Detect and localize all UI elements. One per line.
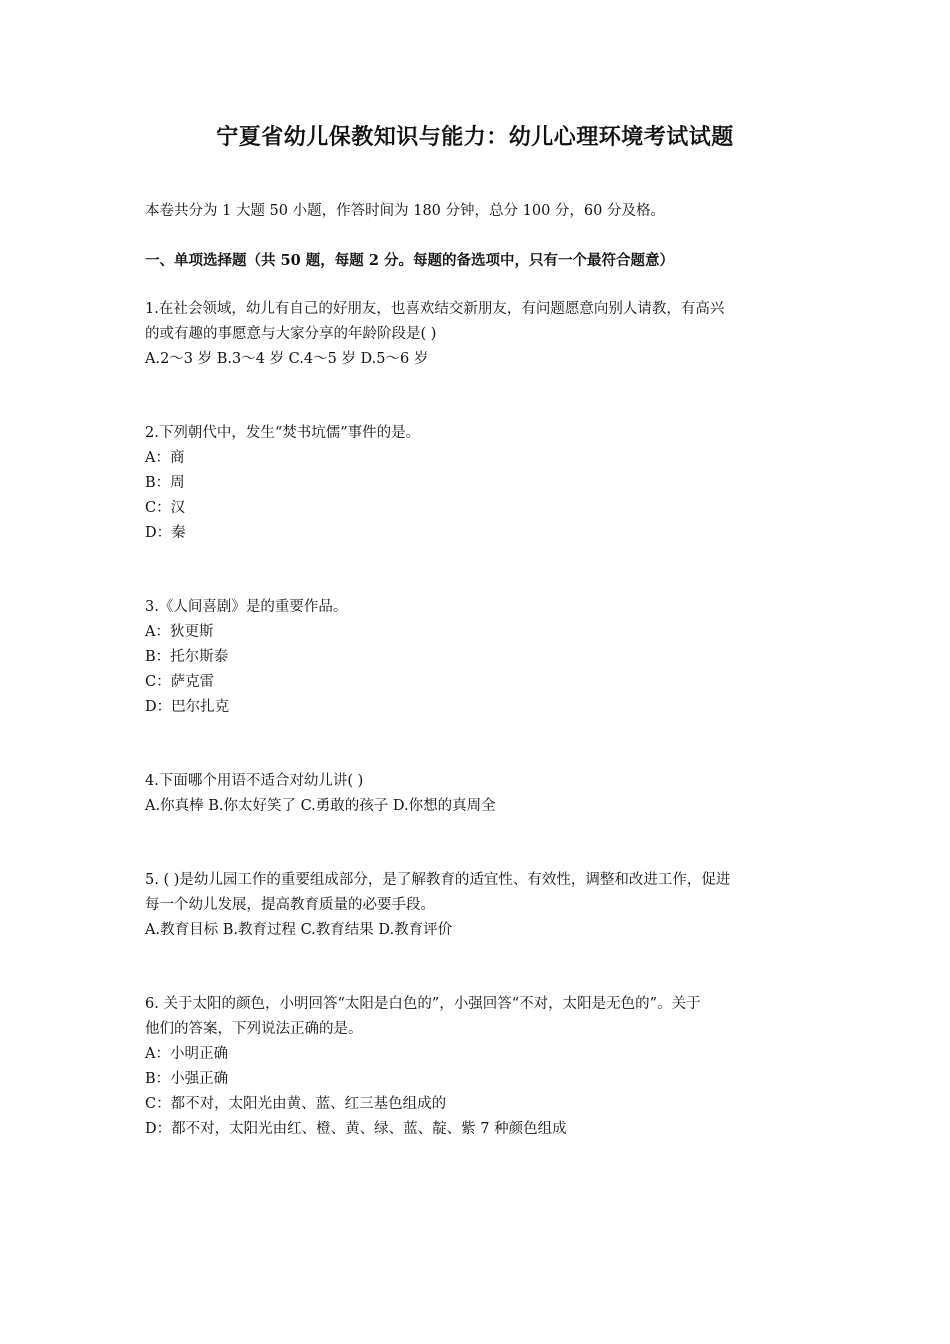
question-2 bbox=[145, 421, 825, 546]
document-body bbox=[145, 199, 825, 1191]
answer-options: A.教育目标 B.教育过程 C.教育结果 D.教育评价 bbox=[145, 922, 453, 938]
answer-option-d: D：巴尔扎克 bbox=[145, 699, 230, 715]
question-1 bbox=[145, 297, 825, 372]
question-5 bbox=[145, 868, 825, 943]
question-line: 4.下面哪个用语不适合对幼儿讲( ) bbox=[145, 773, 364, 789]
question-line: 每一个幼儿发展，提高教育质量的必要手段。 bbox=[145, 897, 435, 913]
question-line: 的或有趣的事愿意与大家分享的年龄阶段是( ) bbox=[145, 326, 437, 342]
answer-option-b: B：托尔斯泰 bbox=[145, 649, 229, 665]
answer-options: A.2～3 岁 B.3～4 岁 C.4～5 岁 D.5～6 岁 bbox=[145, 351, 429, 367]
answer-option-c: C：萨克雷 bbox=[145, 674, 215, 690]
exam-intro: 本卷共分为 1 大题 50 小题，作答时间为 180 分钟，总分 100 分，60 分及格。 bbox=[145, 203, 665, 219]
answer-option-a: A：商 bbox=[145, 450, 185, 466]
question-line: 2.下列朝代中，发生“焚书坑儒”事件的是。 bbox=[145, 425, 421, 441]
question-line: 1.在社会领域，幼儿有自己的好朋友，也喜欢结交新朋友，有问题愿意向别人请教，有高兴 bbox=[145, 301, 725, 317]
answer-option-d: D：秦 bbox=[145, 525, 186, 541]
answer-option-b: B：小强正确 bbox=[145, 1071, 229, 1087]
question-6 bbox=[145, 992, 825, 1142]
answer-option-a: A：小明正确 bbox=[145, 1046, 228, 1062]
answer-option-c: C：汉 bbox=[145, 500, 186, 516]
section-header: 一、单项选择题（共 50 题，每题 2 分。每题的备选项中，只有一个最符合题意） bbox=[145, 252, 674, 269]
answer-option-b: B：周 bbox=[145, 475, 185, 491]
question-3 bbox=[145, 595, 825, 720]
question-4 bbox=[145, 769, 825, 819]
answer-option-c: C：都不对，太阳光由黄、蓝、红三基色组成的 bbox=[145, 1096, 447, 1112]
answer-option-a: A：狄更斯 bbox=[145, 624, 214, 640]
question-line: 他们的答案，下列说法正确的是。 bbox=[145, 1021, 363, 1037]
question-line: 5. ( )是幼儿园工作的重要组成部分，是了解教育的适宜性、有效性，调整和改进工作，促进 bbox=[145, 872, 731, 888]
answer-option-d: D：都不对，太阳光由红、橙、黄、绿、蓝、靛、紫 7 种颜色组成 bbox=[145, 1121, 567, 1137]
answer-options: A.你真棒 B.你太好笑了 C.勇敢的孩子 D.你想的真周全 bbox=[145, 798, 496, 814]
question-line: 3.《人间喜剧》是的重要作品。 bbox=[145, 599, 348, 615]
document-title: 宁夏省幼儿保教知识与能力：幼儿心理环境考试试题 bbox=[216, 124, 734, 150]
question-line: 6. 关于太阳的颜色，小明回答“太阳是白色的”，小强回答“不对，太阳是无色的”。关于 bbox=[145, 996, 701, 1012]
